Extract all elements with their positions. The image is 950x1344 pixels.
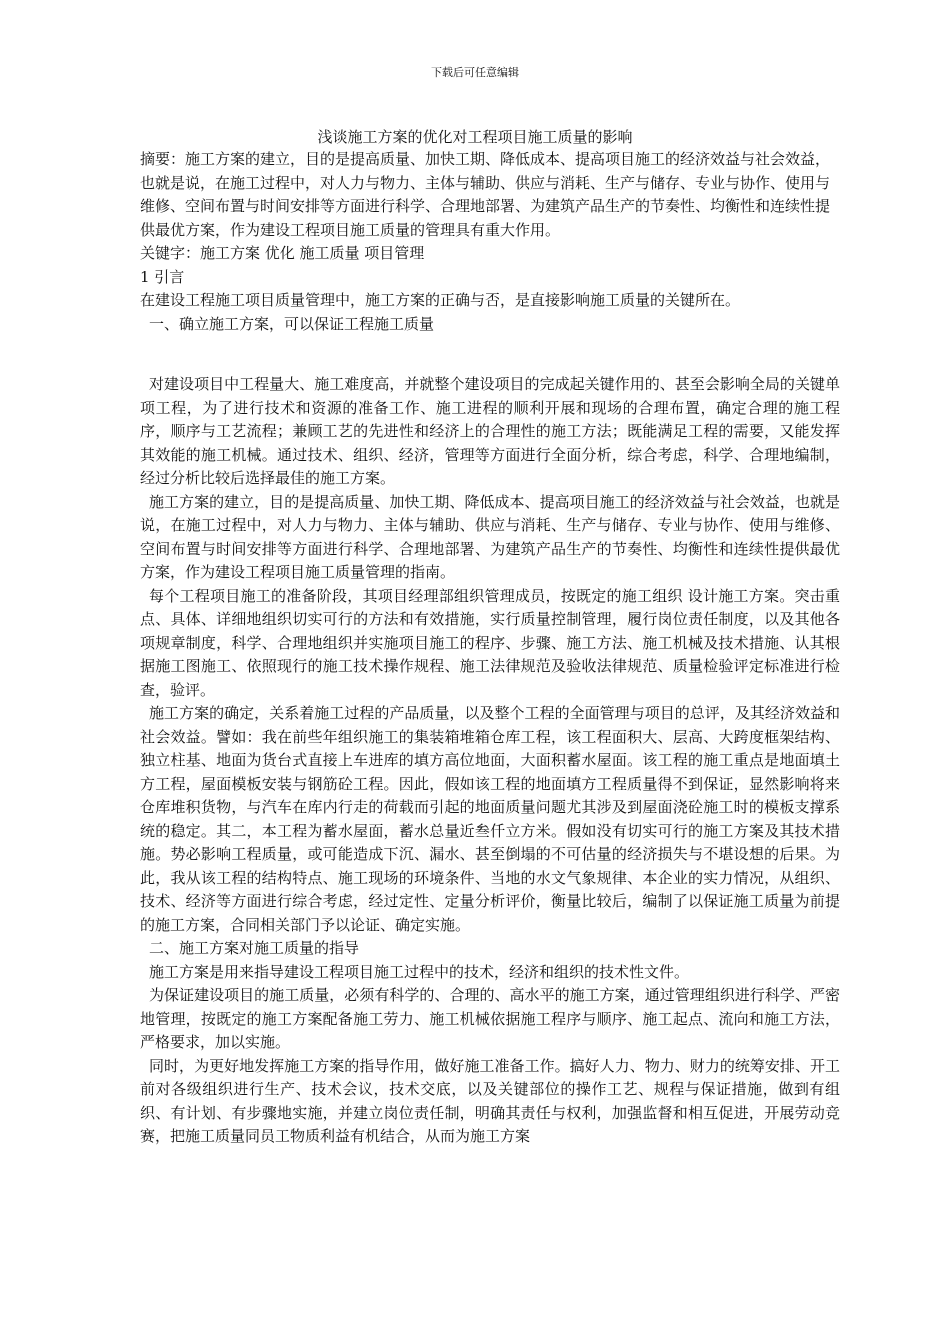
body-paragraph-3: 每个工程项目施工的准备阶段，其项目经理部组织管理成员，按既定的施工组织 设计施工方案。突击重点、具体、详细地组织切实可行的方法和有效措施，实行质量控制管理，履行岗位责任制度，以及其他各项规章制度，科学、合理地组织并实施项目施工的程序、步骤、施工方法、施工机械及技术措施、认其根据施工图施工、依照现行的施工技术操作规程、施工法律规范及验收法律规范、质量检验评定标准进行检查，验评。 [140, 586, 840, 699]
body-paragraph-4: 施工方案的确定，关系着施工过程的产品质量，以及整个工程的全面管理与项目的总评，及其经济效益和社会效益。譬如：我在前些年组织施工的集装箱堆箱仓库工程，该工程面积大、层高、大跨度框架结构、独立柱基、地面为货台式直接上车进库的填方高位地面，大面积蓄水屋面。该工程的施工重点是地面填土方工程，屋面模板安装与钢筋砼工程。因此，假如该工程的地面填方工程质量得不到保证，显然影响将来仓库堆积货物，与汽车在库内行走的荷载而引起的地面质量问题尤其涉及到屋面浇砼施工时的模板支撑系统的稳定。其二，本工程为蓄水屋面，蓄水总量近叁仟立方米。假如没有切实可行的施工方案及其技术措施。势必影响工程质量，或可能造成下沉、漏水、甚至倒塌的不可估量的经济损失与不堪设想的后果。为此，我从该工程的结构特点、施工现场的环境条件、当地的水文气象规律、本企业的实力情况，从组织、技术、经济等方面进行综合考虑，经过定性、定量分析评价，衡量比较后，编制了以保证施工质量为前提的施工方案，合同相关部门予以论证、确定实施。 [140, 704, 840, 934]
section-heading-part-two: 二、施工方案对施工质量的指导 [149, 939, 360, 957]
document-title: 浅谈施工方案的优化对工程项目施工质量的影响 [317, 128, 633, 146]
body-paragraph-6: 为保证建设项目的施工质量，必须有科学的、合理的、高水平的施工方案，通过管理组织进行科学、严密地管理，按既定的施工方案配备施工劳力、施工机械依据施工程序与顺序、施工起点、流向和施工方法，严格要求，加以实施。 [140, 986, 840, 1051]
keywords-line: 关键字：施工方案 优化 施工质量 项目管理 [140, 244, 425, 262]
section-heading-introduction: 1 引言 [140, 267, 185, 286]
body-paragraph-2: 施工方案的建立，目的是提高质量、加快工期、降低成本、提高项目施工的经济效益与社会效益，也就是说，在施工过程中，对人力与物力、主体与辅助、供应与消耗、生产与储存、专业与协作、使用与维修、空间布置与时间安排等方面进行科学、合理地部署、为建筑产品生产的节奏性、均衡性和连续性提供最优方案，作为建设工程项目施工质量管理的指南。 [140, 492, 840, 581]
body-text [140, 373, 840, 1149]
header-note: 下载后可任意编辑 [431, 66, 519, 79]
section-heading-part-one: 一、确立施工方案，可以保证工程施工质量 [149, 314, 435, 333]
introduction-paragraph: 在建设工程施工项目质量管理中，施工方案的正确与否，是直接影响施工质量的关键所在。 [140, 291, 741, 309]
abstract-paragraph: 摘要：施工方案的建立，目的是提高质量、加快工期、降低成本、提高项目施工的经济效益与社会效益，也就是说，在施工过程中，对人力与物力、主体与辅助、供应与消耗、生产与储存、专业与协作、使用与维修、空间布置与时间安排等方面进行科学、合理地部署、为建筑产品生产的节奏性、均衡性和连续性提供最优方案，作为建设工程项目施工质量的管理具有重大作用。 [140, 150, 831, 239]
body-paragraph-7: 同时，为更好地发挥施工方案的指导作用，做好施工准备工作。搞好人力、物力、财力的统筹安排、开工前对各级组织进行生产、技术会议，技术交底，以及关键部位的操作工艺、规程与保证措施，做到有组织、有计划、有步骤地实施，并建立岗位责任制，明确其责任与权利，加强监督和相互促进，开展劳动竞赛，把施工质量同员工物质利益有机结合，从而为施工方案 [140, 1056, 840, 1145]
body-paragraph-1: 对建设项目中工程量大、施工难度高，并就整个建设项目的完成起关键作用的、甚至会影响全局的关键单项工程，为了进行技术和资源的准备工作、施工进程的顺利开展和现场的合理布置，确定合理的施工程序，顺序与工艺流程；兼顾工艺的先进性和经济上的合理性的施工方法；既能满足工程的需要，又能发挥其效能的施工机械。通过技术、组织、经济，管理等方面进行全面分析，综合考虑，科学、合理地编制，经过分析比较后选择最佳的施工方案。 [140, 375, 840, 487]
body-paragraph-5: 施工方案是用来指导建设工程项目施工过程中的技术，经济和组织的技术性文件。 [149, 962, 690, 981]
front-matter [140, 148, 840, 336]
